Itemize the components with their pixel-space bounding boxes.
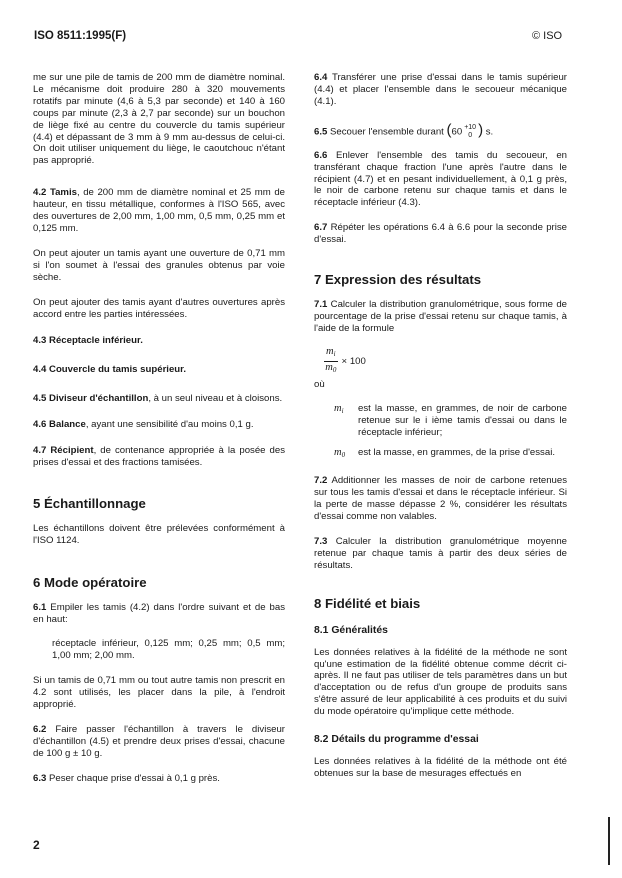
paragraph: Les données relatives à la fidélité de la méthode ne sont qu'une estimation de la fidélité obtenue comme décrit ci-après. Il ne faut pas utiliser de tels paramètres dans un but d'acceptation ou de refus d'un groupe de produits sans s'être assuré de leur applicabilité à ces produits et du suivi du mode opératoire qu'implique cette méthode. xyxy=(314,646,567,718)
clause-7-1: 7.1 Calculer la distribution granulométrique, sous forme de pourcentage de la prise d'essai retenu sur chaque tamis, à l'aide de la formule xyxy=(314,299,567,334)
margin-rule xyxy=(608,817,610,865)
clause-6-7: 6.7 Répéter les opérations 6.4 à 6.6 pour la seconde prise d'essai. xyxy=(314,222,567,246)
clause-4-2: 4.2 Tamis, de 200 mm de diamètre nominal et 25 mm de hauteur, en tissu métallique, conformes à l'ISO 565, avec des ouvertures de 2,00 mm, 1,00 mm, 0,5 mm, 0,25 mm et 0,125 mm. xyxy=(33,187,286,234)
sieve-list: réceptacle inférieur, 0,125 mm; 0,25 mm; 0,5 mm; 1,00 mm; 2,00 mm. xyxy=(52,638,285,662)
paragraph: Si un tamis de 0,71 mm ou tout autre tamis non prescrit en 4.2 sont utilisés, les placer dans la pile, à l'endroit approprié. xyxy=(33,675,285,711)
paragraph: On peut ajouter des tamis ayant d'autres ouvertures après accord entre les parties intéressées. xyxy=(33,296,285,320)
clause-4-4: 4.4 Couvercle du tamis supérieur. xyxy=(33,364,187,376)
paragraph: Les données relatives à la fidélité de la méthode ont été obtenues sur la base de mesurages effectués en xyxy=(314,756,567,779)
clause-6-3: 6.3 Peser chaque prise d'essai à 0,1 g près. xyxy=(33,772,220,784)
clause-6-1: 6.1 Empiler les tamis (4.2) dans l'ordre suivant et de bas en haut: xyxy=(33,601,285,625)
page-number: 2 xyxy=(33,838,40,852)
section-8-2-heading: 8.2 Détails du programme d'essai xyxy=(314,734,479,746)
section-6-heading: 6 Mode opératoire xyxy=(33,574,147,590)
paragraph: On peut ajouter un tamis ayant une ouverture de 0,71 mm si l'on soumet à l'essai des granules obtenus par voie sèche. xyxy=(33,247,285,283)
left-column xyxy=(33,72,285,785)
clause-6-4: 6.4 Transférer une prise d'essai dans le tamis supérieur (4.4) et placer l'ensemble dans le secoueur mécanique (4.1). xyxy=(314,72,567,107)
fraction: $\frac{m_i}{m_0}$ xyxy=(325,346,337,375)
section-7-heading: 7 Expression des résultats xyxy=(314,272,482,288)
paragraph: me sur une pile de tamis de 200 mm de diamètre nominal. Le mécanisme doit produire 280 à 320 mouvements rotatifs par minute (4,6 à 5,3 par seconde) et 140 à 160 coups par minute (2,3 à 2,7 par seconde) sur un bouchon de liège fixé au centre du couvercle du tamis supérieur (4.4) et dépassant de 3 mm à 9 mm au-dessus de celui-ci. On doit utiliser uniquement du liège, le caoutchouc n'étant pas approprié. xyxy=(33,72,285,167)
right-column xyxy=(314,72,567,780)
clause-7-3: 7.3 Calculer la distribution granulométrique moyenne retenue par chaque tamis à partir des deux séries de résultats. xyxy=(314,535,567,571)
publisher-header: © ISO xyxy=(532,30,563,42)
clause-6-6: 6.6 Enlever l'ensemble des tamis du secoueur, en transférant chaque fraction l'une après l'autre dans le récipient (4.7) et en pesant individuellement, à 0,1 g près, le noir de carbone retenu sur chaque tamis et dans le réceptacle inférieur (4.3). xyxy=(314,149,567,209)
standard-header: ISO 8511:1995(F) xyxy=(34,30,127,42)
clause-6-2: 6.2 Faire passer l'échantillon à travers le diviseur d'échantillon (4.5) et prendre deux prises d'essai, chacune de 100 g ± 10 g. xyxy=(33,724,285,759)
clause-6-5: 6.5 Secouer l'ensemble durant (60 +10 0 ) s. xyxy=(314,121,494,139)
formula xyxy=(314,347,567,377)
clause-7-2: 7.2 Additionner les masses de noir de carbone retenues sur tous les tamis d'essai et dans le réceptacle inférieur. Si la perte de masse dépasse 2 %, considérer les résultats d'essai comme non valables. xyxy=(314,475,567,523)
definition-m0: $m_0$ est la masse, en grammes, de la prise d'essai. xyxy=(334,447,555,460)
section-5-heading: 5 Échantillonnage xyxy=(33,495,146,511)
paragraph: Les échantillons doivent être prélevées conformément à l'ISO 1124. xyxy=(33,522,285,546)
multiplier: × 100 xyxy=(341,355,366,367)
clause-4-6: 4.6 Balance, ayant une sensibilité d'au moins 0,1 g. xyxy=(33,419,254,431)
section-8-1-heading: 8.1 Généralités xyxy=(314,624,388,636)
where-label: où xyxy=(314,378,325,390)
clause-4-3: 4.3 Réceptacle inférieur. xyxy=(33,335,143,347)
clause-4-7: 4.7 Récipient, de contenance appropriée à la posée des prises d'essai et des fractions tamisées. xyxy=(33,445,285,468)
definition-mi: $m_i$ est la masse, en grammes, de noir de carbone retenue sur le i ième tamis d'essai ou dans le réceptacle inférieur; xyxy=(334,402,567,438)
clause-4-5: 4.5 Diviseur d'échantillon, à un seul niveau et à cloisons. xyxy=(33,393,283,405)
section-8-heading: 8 Fidélité et biais xyxy=(314,595,421,611)
